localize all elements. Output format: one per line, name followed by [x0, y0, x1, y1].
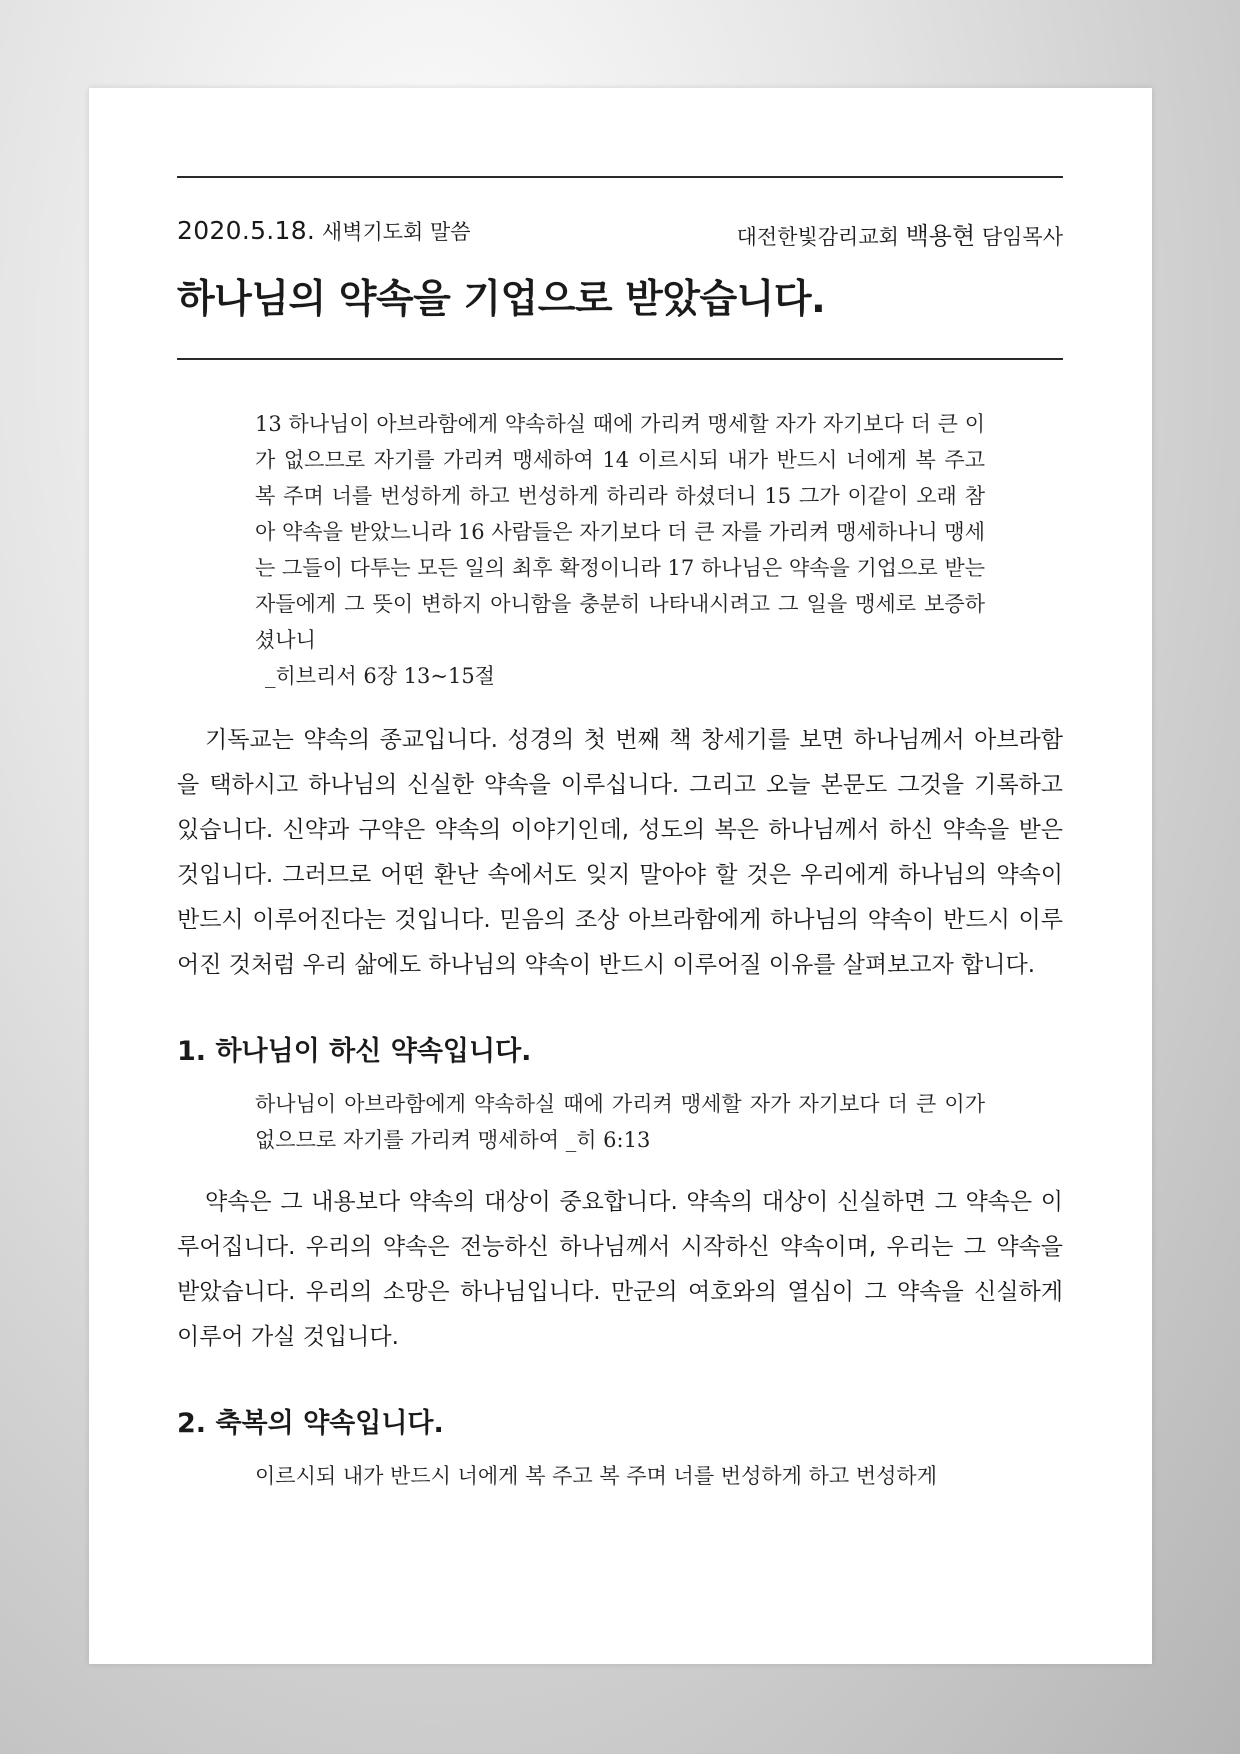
service-name: 새벽기도회 말씀 [321, 220, 471, 244]
pastor-title: 담임목사 [981, 225, 1063, 249]
document-page [89, 88, 1152, 1664]
document-content [177, 176, 1063, 1494]
section-scripture-1: 하나님이 아브라함에게 약속하실 때에 가리켜 맹세할 자가 자기보다 더 큰 이가 없으므로 자기를 가리켜 맹세하여 _히 6:13 [255, 1092, 985, 1152]
church-name: 대전한빛감리교회 [736, 225, 899, 249]
section-body-1: 약속은 그 내용보다 약속의 대상이 중요합니다. 약속의 대상이 신실하면 그 약속은 이루어집니다. 우리의 약속은 전능하신 하나님께서 시작하신 약속이며, 우리는 그 약속을 받았습니다. 우리의 소망은 하나님입니다. 만군의 여호와의 열심이 그 약속을 신실하게 이루어 가실 것입니다. [177, 1189, 1063, 1350]
sermon-date-line [177, 216, 471, 246]
section-heading-2: 2. 축복의 약속입니다. [177, 1408, 444, 1439]
sermon-date: 2020.5.18. [177, 216, 316, 245]
sermon-title: 하나님의 약속을 기업으로 받았습니다. [177, 277, 826, 322]
section-scripture-2: 이르시되 내가 반드시 너에게 복 주고 복 주며 너를 번성하게 하고 번성하게 [255, 1464, 938, 1488]
top-rule [177, 176, 1063, 178]
preacher-line [737, 216, 1063, 251]
scripture-text: 13 하나님이 아브라함에게 약속하실 때에 가리켜 맹세할 자가 자기보다 더 큰 이가 없으므로 자기를 가리켜 맹세하여 14 이르시되 내가 반드시 너에게 복 주고 복 주며 너를 번성하게 하고 번성하게 하리라 하셨더니 15 그가 이같이 오래 참아 약속을 받았느니라 16 사람들은 자기보다 더 큰 자를 가리켜 맹세하나니 맹세는 그들이 다투는 모든 일의 최후 확정이니라 17 하나님은 약속을 기업으로 받는 자들에게 그 뜻이 변하지 아니함을 충분히 나타내시려고 그 일을 맹세로 보증하셨나니 [255, 412, 985, 652]
scripture-passage [255, 406, 985, 694]
pastor-name: 백용현 [905, 222, 976, 250]
scripture-reference: _히브리서 6장 13~15절 [265, 664, 495, 688]
sermon-meta [177, 216, 1063, 256]
section-heading-1: 1. 하나님이 하신 약속입니다. [177, 1036, 532, 1067]
title-rule [177, 358, 1063, 360]
intro-paragraph: 기독교는 약속의 종교입니다. 성경의 첫 번째 책 창세기를 보면 하나님께서 아브라함을 택하시고 하나님의 신실한 약속을 이루십니다. 그리고 오늘 본문도 그것을 기록하고 있습니다. 신약과 구약은 약속의 이야기인데, 성도의 복은 하나님께서 하신 약속을 받은 것입니다. 그러므로 어떤 환난 속에서도 잊지 말아야 할 것은 우리에게 하나님의 약속이 반드시 이루어진다는 것입니다. 믿음의 조상 아브라함에게 하나님의 약속이 반드시 이루어진 것처럼 우리 삶에도 하나님의 약속이 반드시 이루어질 이유를 살펴보고자 합니다. [177, 727, 1063, 978]
